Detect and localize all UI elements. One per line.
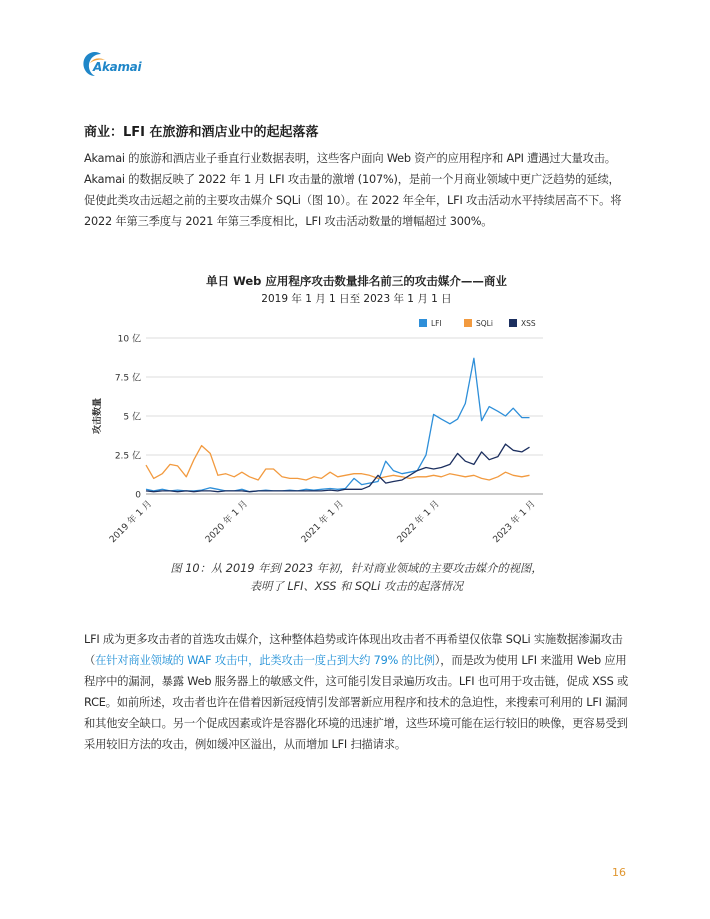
caption-line-2: 表明了 LFI、XSS 和 SQLi 攻击的起落情况 bbox=[249, 580, 464, 593]
logo-wordmark: Akamai bbox=[93, 60, 142, 74]
y-tick-label: 5 亿 bbox=[123, 412, 141, 423]
legend-label-sqli: SQLi bbox=[476, 319, 493, 328]
chart-title: 单日 Web 应用程序攻击数量排名前三的攻击媒介——商业 bbox=[206, 274, 507, 288]
attack-vector-chart bbox=[84, 266, 629, 566]
series-line-lfi bbox=[146, 358, 530, 491]
y-tick-label: 2.5 亿 bbox=[114, 451, 141, 462]
series-line-sqli bbox=[146, 446, 530, 480]
y-tick-label: 10 亿 bbox=[117, 334, 141, 345]
x-tick-label: 2020 年 1 月 bbox=[203, 499, 250, 546]
intro-paragraph: Akamai 的旅游和酒店业子垂直行业数据表明，这些客户面向 Web 资产的应用程序和 API 遭遇过大量攻击。Akamai 的数据反映了 2022 年 1 月 LFI 攻击量的激增 (107%)，是前一个月商业领域中更广泛趋势的延续，促使此类攻击远超之前的主要攻击媒介 SQLi（图 10）。在 2022 年全年，LFI 攻击活动水平持续居高不下。将 2022 年第三季度与 2021 年第三季度相比，LFI 攻击活动数量的增幅超过 300%。 bbox=[84, 152, 622, 228]
legend-label-lfi: LFI bbox=[431, 319, 442, 328]
legend-swatch-xss bbox=[509, 319, 517, 327]
line-chart bbox=[84, 266, 629, 566]
legend-label-xss: XSS bbox=[521, 319, 536, 328]
waf-attack-link[interactable]: 在针对商业领域的 WAF 攻击中，此类攻击一度占到大约 79% 的比例 bbox=[95, 654, 435, 667]
section-title: 商业：LFI 在旅游和酒店业中的起起落落 bbox=[84, 125, 319, 140]
figure-caption bbox=[84, 560, 629, 596]
y-tick-label: 7.5 亿 bbox=[114, 373, 141, 384]
page-number: 16 bbox=[612, 866, 626, 879]
legend-swatch-lfi bbox=[419, 319, 427, 327]
chart-subtitle: 2019 年 1 月 1 日至 2023 年 1 月 1 日 bbox=[261, 293, 452, 305]
x-tick-label: 2021 年 1 月 bbox=[299, 499, 346, 546]
analysis-paragraph bbox=[84, 629, 629, 755]
analysis-text-2: ），而是改为使用 LFI 来滥用 Web 应用程序中的漏洞，暴露 Web 服务器上的敏感文件，这可能引发目录遍历攻击。LFI 也可用于攻击链，促成 XSS 或 RCE。如前所述，攻击者也许在借着因新冠疫情引发部署新应用程序和技术的急迫性，来搜索可利用的 LFI 漏洞和其他安全缺口。另一个促成因素或许是容器化环境的迅速扩增，这些环境可能在运行较旧的映像，更容易受到采用较旧方法的攻击，例如缓冲区溢出，从而增加 LFI 扫描请求。 bbox=[84, 654, 629, 751]
y-tick-label: 0 bbox=[135, 490, 141, 501]
caption-line-1: 图 10：从 2019 年到 2023 年初，针对商业领域的主要攻击媒介的视图， bbox=[170, 562, 543, 575]
y-axis-label: 攻击数量 bbox=[93, 397, 103, 435]
analysis-text-1: LFI 成为更多攻击者的首选攻击媒介，这种整体趋势或许体现出攻击者不再希望仅依靠 SQLi 实施数据渗漏攻击（ bbox=[84, 633, 623, 667]
series-line-xss bbox=[146, 444, 530, 492]
x-tick-label: 2019 年 1 月 bbox=[108, 499, 155, 546]
x-tick-label: 2022 年 1 月 bbox=[395, 499, 442, 546]
x-tick-label: 2023 年 1 月 bbox=[491, 499, 538, 546]
legend-swatch-sqli bbox=[464, 319, 472, 327]
